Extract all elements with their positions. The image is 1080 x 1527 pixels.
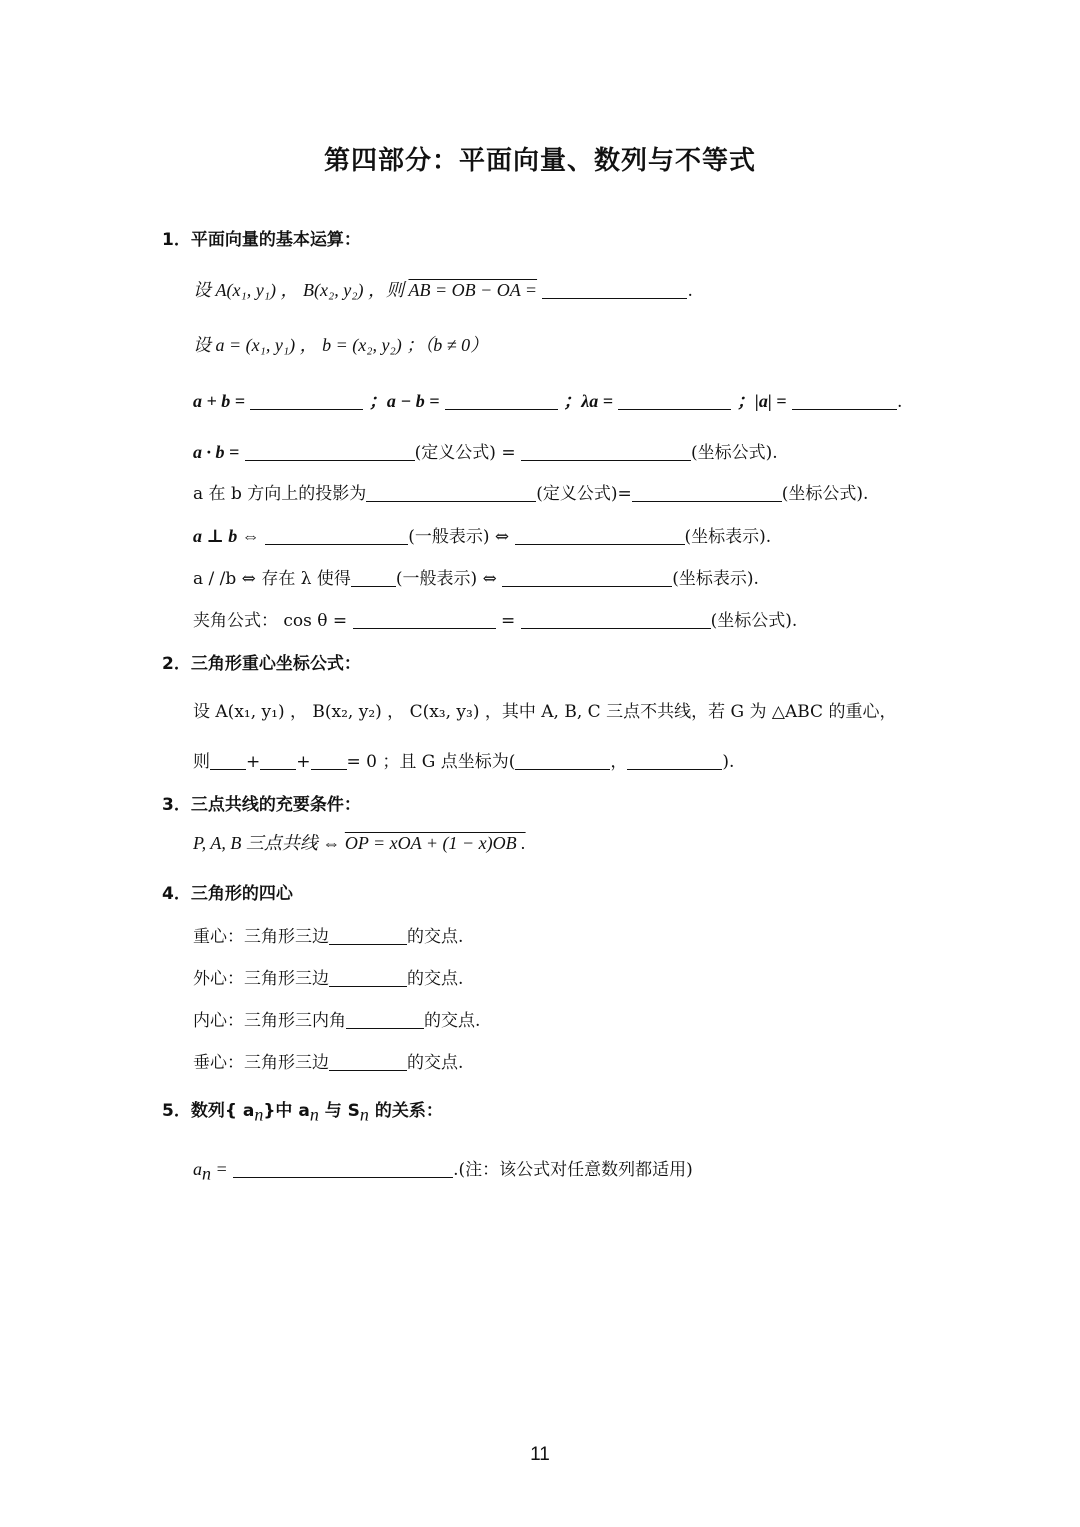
section-5-heading-mid2: 与 S [318,1101,360,1121]
s4-item-incenter [193,1009,480,1033]
section-5-heading-end: 的关系： [368,1101,443,1121]
s1-line-6 [193,524,771,549]
blank-projection-coordinate[interactable] [632,483,782,502]
section-3-heading: 3．三点共线的充要条件： [162,795,361,815]
label-plus-2: + [296,752,311,772]
label-then: 则 [193,752,210,772]
blank-parallel-coordinate[interactable] [502,568,672,587]
blank-centroid-y[interactable] [627,751,722,770]
blank-incenter-lines[interactable] [346,1010,424,1029]
blank-angle-1[interactable] [353,610,496,629]
s3-line-1-vec: OP = xOA + (1 − x)OB . [344,833,526,853]
label-projection-coordinate: (坐标公式). [781,484,869,504]
label-centroid-coord: = 0 ；且 G 点坐标为( [346,752,516,772]
section-1-heading: 1．平面向量的基本运算： [162,230,361,250]
label-circumcenter: 外心：三角形三边 [193,969,329,989]
s1-line-1-vec: AB = OB − OA = [408,280,538,300]
label-intersection-1: 的交点. [407,927,464,947]
label-incenter: 内心：三角形三内角 [193,1011,346,1031]
blank-centroid-x[interactable] [515,751,610,770]
s3-line-1-pre: P, A, B 三点共线 ⇔ [193,833,345,853]
label-plus-1: + [246,752,261,772]
s1-line-5 [193,482,868,506]
label-perp-general: (一般表示) ⇔ [408,527,510,547]
s5-line-1: $a_n$ = .(注：该公式对任意数列都适用) [193,1159,693,1184]
blank-ab-vector[interactable] [542,280,687,299]
label-a-n: a [193,1159,202,1179]
label-parallel-coordinate: (坐标表示). [672,569,759,589]
label-a-n-equals: = [211,1159,228,1179]
blank-dot-definition[interactable] [245,442,415,461]
label-centroid: 重心：三角形三边 [193,927,329,947]
blank-centroid-vec-3[interactable] [311,751,347,770]
s1-line-4 [193,440,778,465]
label-comma: ， [610,752,628,772]
blank-a-n-formula[interactable] [233,1159,453,1178]
s4-item-centroid [193,925,463,949]
s2-line-2 [193,750,734,774]
blank-lambda-a[interactable] [618,391,731,410]
s4-item-orthocenter [193,1051,463,1075]
label-intersection-2: 的交点. [407,969,464,989]
s3-line-1 [193,831,526,856]
page-title: 第四部分：平面向量、数列与不等式 [323,146,756,176]
blank-perp-general[interactable] [265,526,408,545]
blank-projection-definition[interactable] [366,483,536,502]
s1-line-2-text: 设 a = (x₁, y₁) ， b = (x₂, y₂) ；（b ≠ 0） [193,335,489,355]
label-coordinate-formula: (坐标公式). [691,443,778,463]
label-a-minus-b: ；a − b = [368,391,440,411]
section-5-heading-start: 5．数列{ a [162,1101,255,1121]
label-projection: a 在 b 方向上的投影为 [193,484,367,504]
s2-line-1-text: 设 A(x₁, y₁) ， B(x₂, y₂) ， C(x₃, y₃) ，其中 A, B, C 三点不共线，若 G 为 △ABC 的重心， [193,702,897,722]
section-4-heading: 4．三角形的四心 [162,884,293,904]
section-2-heading: 2．三角形重心坐标公式： [162,654,361,674]
label-intersection-3: 的交点. [424,1011,481,1031]
blank-centroid-lines[interactable] [329,926,407,945]
blank-a-plus-b[interactable] [250,391,363,410]
label-intersection-4: 的交点. [407,1053,464,1073]
blank-centroid-vec-1[interactable] [210,751,246,770]
page-number: 11 [530,1444,550,1465]
blank-perp-coordinate[interactable] [515,526,685,545]
blank-parallel-general[interactable] [351,568,396,587]
label-perpendicular: a ⊥ b ⇔ [193,526,260,546]
s1-line-2 [193,333,488,358]
label-a-dot-b: a · b = [193,442,240,462]
blank-centroid-vec-2[interactable] [260,751,296,770]
blank-abs-a[interactable] [792,391,897,410]
s1-line-8 [193,609,797,633]
label-abs-a: ；|a| = [736,391,787,411]
s4-item-circumcenter [193,967,463,991]
s1-line-1-pre: 设 A(x₁, y₁) ， B(x₂, y₂) ，则 [193,280,409,300]
section-5-heading: 5．数列{ $a_n$}中 $a_n$ 与 $S_n$ 的关系： [162,1101,443,1125]
label-projection-definition: (定义公式)= [536,484,632,504]
s1-line-3: a + b = ；a − b = ；λa = ；|a| = . [193,391,903,412]
label-angle-formula: 夹角公式： cos θ = [193,611,348,631]
label-a-plus-b: a + b = [193,391,246,411]
s1-line-7 [193,567,759,591]
blank-dot-coordinate[interactable] [521,442,691,461]
label-equals: = [500,611,516,631]
label-a-n-note: .(注：该公式对任意数列都适用) [453,1160,693,1180]
label-perp-coordinate: (坐标表示). [684,527,772,547]
label-close-paren: ). [722,752,735,772]
blank-a-minus-b[interactable] [445,391,558,410]
s1-line-1: 设 A(x₁, y₁) ， B(x₂, y₂) ，则 AB = OB − OA = . [193,280,693,301]
label-lambda-a: ；λa = [563,391,614,411]
label-angle-coordinate: (坐标公式). [710,611,798,631]
label-parallel: a / /b ⇔ 存在 λ 使得 [193,569,351,589]
label-orthocenter: 垂心：三角形三边 [193,1053,329,1073]
s2-line-1 [193,700,896,724]
blank-circumcenter-lines[interactable] [329,968,407,987]
blank-orthocenter-lines[interactable] [329,1052,407,1071]
section-5-heading-mid: }中 a [263,1101,310,1121]
label-parallel-general: (一般表示) ⇔ [395,569,497,589]
blank-angle-2[interactable] [521,610,711,629]
label-definition-formula: (定义公式) = [414,443,516,463]
